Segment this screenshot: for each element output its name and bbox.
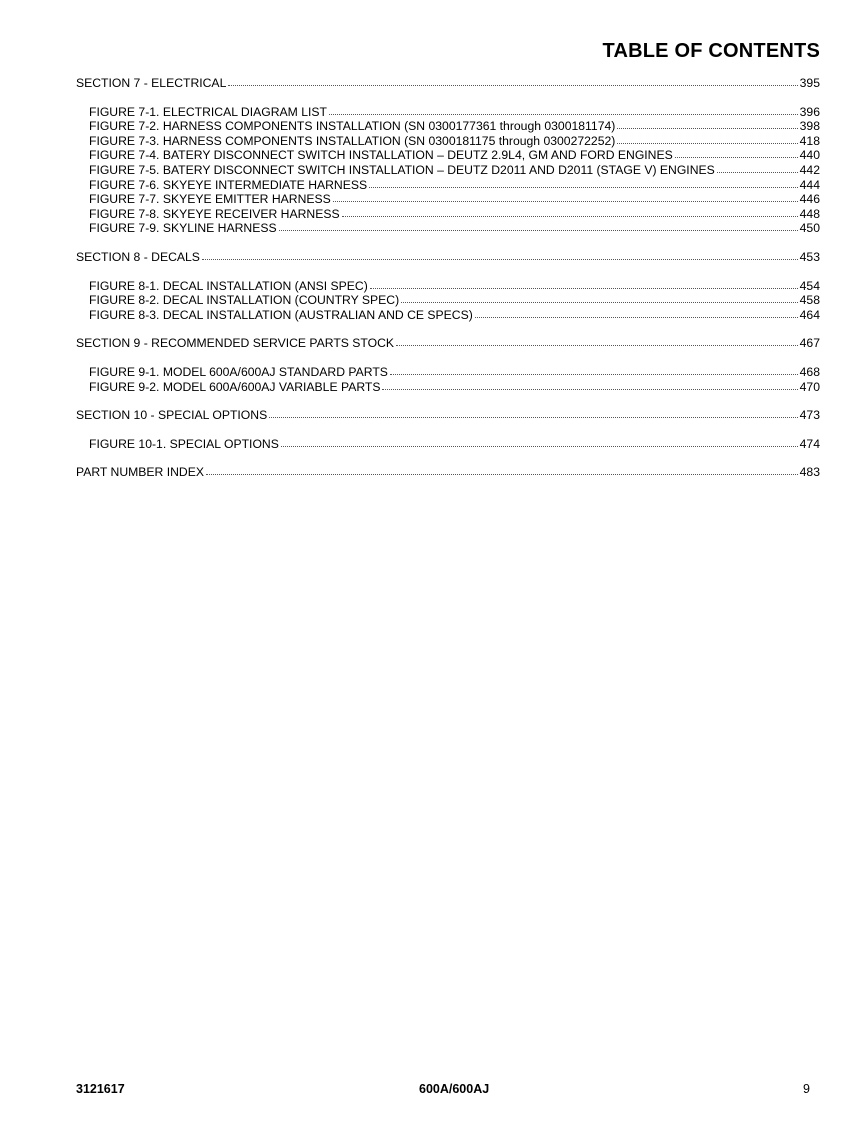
toc-entry-page: 454 — [799, 278, 820, 293]
toc-entry-label: FIGURE 7-9. SKYLINE HARNESS — [89, 221, 277, 236]
toc-entry-label: FIGURE 8-3. DECAL INSTALLATION (AUSTRALIAN AND CE SPECS) — [89, 307, 473, 322]
toc-entry-page: 483 — [799, 465, 820, 480]
dot-leader — [401, 292, 797, 303]
toc-entry-label: FIGURE 9-2. MODEL 600A/600AJ VARIABLE PARTS — [89, 379, 381, 394]
toc-entry-page: 464 — [799, 307, 820, 322]
toc-figure-entry[interactable] — [76, 221, 820, 236]
dot-leader — [269, 407, 797, 418]
toc-entry-page: 448 — [799, 206, 820, 221]
toc-entry-label: FIGURE 7-8. SKYEYE RECEIVER HARNESS — [89, 206, 340, 221]
toc-entry-label: SECTION 9 - RECOMMENDED SERVICE PARTS STOCK — [76, 336, 395, 351]
dot-leader — [382, 379, 797, 390]
toc-figure-entry[interactable] — [76, 178, 820, 193]
toc-figure-entry[interactable] — [76, 279, 820, 294]
dot-leader — [333, 191, 798, 202]
toc-figure-entry[interactable] — [76, 380, 820, 395]
toc-entry-page: 442 — [799, 162, 820, 177]
toc-section-entry[interactable] — [76, 250, 820, 265]
toc-figure-entry[interactable] — [76, 308, 820, 323]
toc-entry-label: FIGURE 10-1. SPECIAL OPTIONS — [89, 436, 279, 451]
toc-entry-page: 418 — [799, 133, 820, 148]
toc-figure-entry[interactable] — [76, 134, 820, 149]
dot-leader — [370, 278, 798, 289]
toc-entry-label: FIGURE 7-5. BATERY DISCONNECT SWITCH INSTALLATION – DEUTZ D2011 AND D2011 (STAGE V) ENGINES — [89, 162, 715, 177]
footer-page-number: 9 — [803, 1082, 810, 1096]
toc-figure-entry[interactable] — [76, 437, 820, 452]
toc-figure-entry[interactable] — [76, 365, 820, 380]
toc-entry-page: 453 — [799, 249, 820, 264]
toc-entry-page: 473 — [799, 408, 820, 423]
dot-leader — [475, 307, 798, 318]
toc-section-entry[interactable] — [76, 465, 820, 480]
dot-leader — [617, 118, 797, 129]
toc-entry-page: 474 — [799, 436, 820, 451]
dot-leader — [279, 220, 798, 231]
toc-figure-entry[interactable] — [76, 207, 820, 222]
toc-entry-page: 470 — [799, 379, 820, 394]
toc-entry-page: 395 — [799, 76, 820, 90]
dot-leader — [617, 133, 797, 144]
toc-entry-label: FIGURE 7-1. ELECTRICAL DIAGRAM LIST — [89, 104, 327, 119]
toc-entry-page: 450 — [799, 221, 820, 236]
dot-leader — [717, 162, 798, 173]
toc-entry-label: FIGURE 8-1. DECAL INSTALLATION (ANSI SPEC) — [89, 278, 368, 293]
toc-entry-page: 444 — [799, 177, 820, 192]
toc-entry-label: PART NUMBER INDEX — [76, 465, 204, 480]
toc-entry-page: 440 — [799, 148, 820, 163]
toc-entry-label: FIGURE 7-3. HARNESS COMPONENTS INSTALLATION (SN 0300181175 through 0300272252) — [89, 133, 616, 148]
toc-entry-label: FIGURE 7-7. SKYEYE EMITTER HARNESS — [89, 192, 331, 207]
toc-figure-entry[interactable] — [76, 293, 820, 308]
toc-entry-page: 396 — [799, 104, 820, 119]
toc-section-entry[interactable] — [76, 336, 820, 351]
toc-figure-entry[interactable] — [76, 105, 820, 120]
toc-entry-label: FIGURE 7-4. BATERY DISCONNECT SWITCH INSTALLATION – DEUTZ 2.9L4, GM AND FORD ENGINES — [89, 148, 673, 163]
dot-leader — [342, 206, 798, 217]
toc-entry-page: 467 — [799, 336, 820, 351]
dot-leader — [369, 177, 798, 188]
toc-figure-entry[interactable] — [76, 119, 820, 134]
toc-figure-entry[interactable] — [76, 163, 820, 178]
page-title: TABLE OF CONTENTS — [602, 40, 820, 62]
toc-entry-label: SECTION 8 - DECALS — [76, 249, 200, 264]
dot-leader — [390, 364, 798, 375]
dot-leader — [206, 464, 798, 475]
footer-doc-number: 3121617 — [76, 1082, 125, 1096]
toc-entry-label: FIGURE 7-6. SKYEYE INTERMEDIATE HARNESS — [89, 177, 368, 192]
dot-leader — [329, 104, 798, 115]
toc-figure-entry[interactable] — [76, 148, 820, 163]
toc-entry-label: FIGURE 8-2. DECAL INSTALLATION (COUNTRY SPEC) — [89, 293, 400, 308]
dot-leader — [228, 75, 797, 86]
toc-entry-label: FIGURE 7-2. HARNESS COMPONENTS INSTALLATION (SN 0300177361 through 0300181174) — [89, 119, 616, 134]
toc-entry-label: SECTION 7 - ELECTRICAL — [76, 76, 227, 90]
toc-entry-page: 468 — [799, 364, 820, 379]
dot-leader — [396, 335, 798, 346]
toc-entry-page: 398 — [799, 119, 820, 134]
toc-entry-label: SECTION 10 - SPECIAL OPTIONS — [76, 408, 268, 423]
dot-leader — [281, 436, 798, 447]
toc-section-entry[interactable] — [76, 76, 820, 91]
dot-leader — [675, 147, 798, 158]
dot-leader — [202, 249, 798, 260]
table-of-contents — [76, 76, 820, 480]
footer-model: 600A/600AJ — [419, 1082, 490, 1096]
toc-section-entry[interactable] — [76, 408, 820, 423]
toc-entry-label: FIGURE 9-1. MODEL 600A/600AJ STANDARD PARTS — [89, 364, 388, 379]
toc-entry-page: 446 — [799, 192, 820, 207]
toc-entry-page: 458 — [799, 293, 820, 308]
toc-figure-entry[interactable] — [76, 192, 820, 207]
